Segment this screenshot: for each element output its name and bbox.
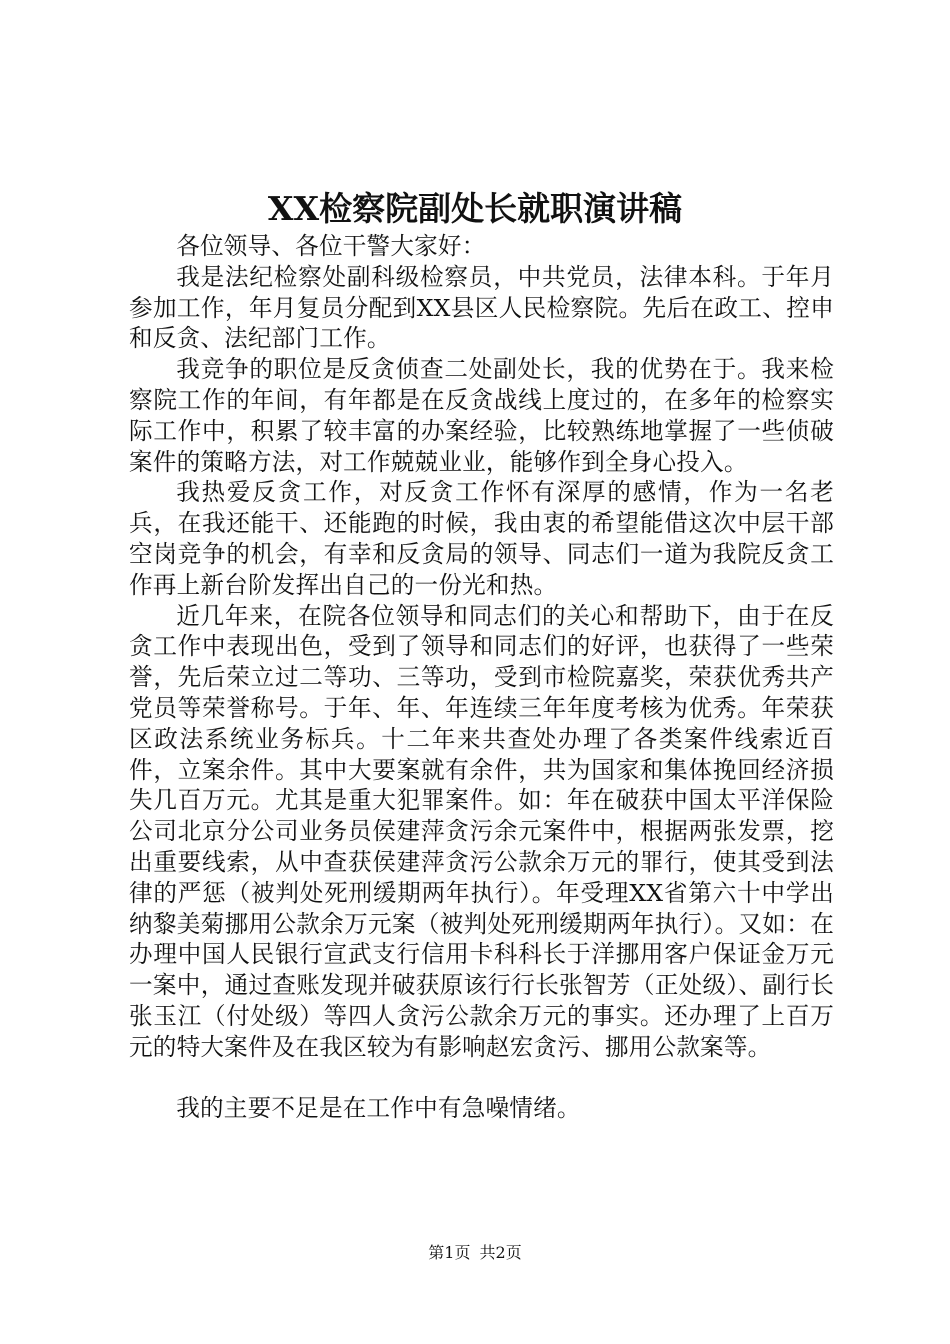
document-body: [129, 231, 834, 1123]
total-pages: 共2页: [479, 1243, 522, 1262]
advantages-paragraph: 我竞争的职位是反贪侦查二处副处长，我的优势在于。我来检察院工作的年间，有年都是在反贪战线上度过的，在多年的检察实际工作中，积累了较丰富的办案经验，比较熟练地掌握了一些侦破案件的策略方法，对工作兢兢业业，能够作到全身心投入。: [129, 355, 834, 476]
motivation-paragraph: 我热爱反贪工作，对反贪工作怀有深厚的感情，作为一名老兵，在我还能干、还能跑的时候，我由衷的希望能借这次中层干部空岗竞争的机会，有幸和反贪局的领导、同志们一道为我院反贪工作再上新台阶发挥出自己的一份光和热。: [129, 478, 834, 599]
introduction-paragraph: 我是法纪检察处副科级检察员，中共党员，法律本科。于年月参加工作，年月复员分配到XX县区人民检察院。先后在政工、控申和反贪、法纪部门工作。: [129, 262, 834, 353]
page-number: 第1页: [428, 1243, 471, 1262]
greeting-paragraph: 各位领导、各位干警大家好：: [176, 232, 486, 260]
page-title: XX检察院副处长就职演讲稿: [267, 189, 683, 228]
page-footer: [0, 1243, 950, 1263]
achievements-paragraph: 近几年来，在院各位领导和同志们的关心和帮助下，由于在反贪工作中表现出色，受到了领导和同志们的好评，也获得了一些荣誉，先后荣立过二等功、三等功，受到市检院嘉奖，荣获优秀共产党员等荣誉称号。于年、年、年连续三年年度考核为优秀。年荣获区政法系统业务标兵。十二年来共查处办理了各类案件线索近百件，立案余件。其中大要案就有余件，共为国家和集体挽回经济损失几百万元。尤其是重大犯罪案件。如：年在破获中国太平洋保险公司北京分公司业务员侯建萍贪污余元案件中，根据两张发票，挖出重要线索，从中查获侯建萍贪污公款余万元的罪行，使其受到法律的严惩（被判处死刑缓期两年执行）。年受理XX省第六十中学出纳黎美菊挪用公款余万元案（被判处死刑缓期两年执行）。又如：在办理中国人民银行宣武支行信用卡科科长于洋挪用客户保证金万元一案中，通过查账发现并破获原该行行长张智芳（正处级）、副行长张玉江（付处级）等四人贪污公款余万元的事实。还办理了上百万元的特大案件及在我区较为有影响赵宏贪污、挪用公款案等。: [129, 601, 834, 1061]
shortcomings-paragraph: 我的主要不足是在工作中有急噪情绪。: [176, 1093, 581, 1122]
